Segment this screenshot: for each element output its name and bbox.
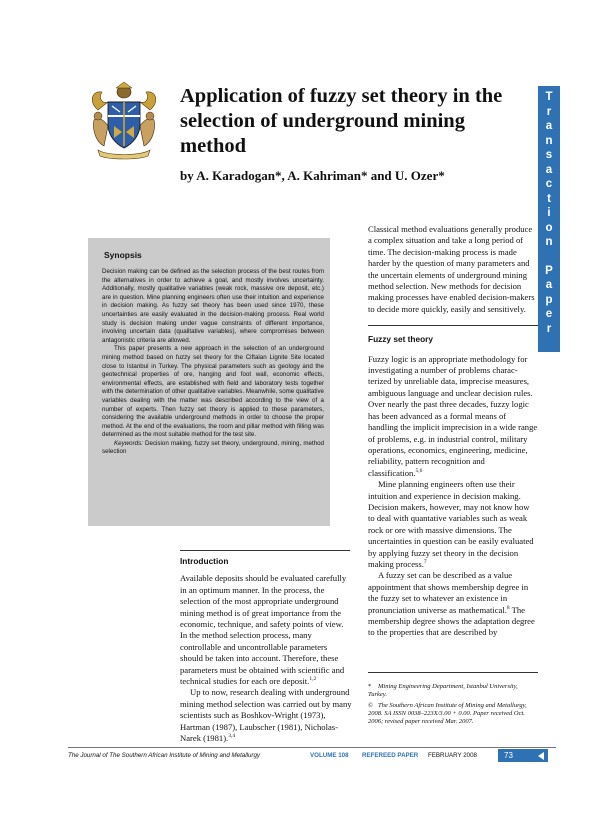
side-letter: o [545,221,553,234]
intro-paragraph: Up to now, research dealing with underground mining method selection was carried out by many scientists such as Boshkov-Wright (1973), Hartman (1987), Laubscher (1981), Nicholas-Narek (1981).$^{3,4}$ [180,687,352,744]
synopsis-paragraph: This paper presents a new approach in the selection of an underground mining method based on fuzzy set theory for the Ciftalan Lignite Site located close to Istanbul in Turkey. The physical parameters such as geology and the geotechnical properties of ore, hanging and foot wall, economic effects, environmental effects, are established with field and laboratory tests together with the determination of other qualitative variables. Meanwhile, some qualitative variables dealing with the matter was described according to the view of a number of experts. Then fuzzy set theory is applied to these parameters, considering the available underground methods in order to choose the proper method. At the end of the evaluations, the room and pillar method with filling was determined as the most suitable method for the test site. [102,345,324,439]
side-letter: T [545,91,553,103]
synopsis-body [102,268,324,457]
intro-paragraph: Available deposits should be evaluated carefully in an optimum manner. In the process, the selection of the most appropriate underground mining method is of great importance from the economic, technique, and safety points of view. In the method selection process, many controllable and uncontrollable parameters should be taken into account. Therefore, these parameters must be obtained with scientific and technical studies for each ore deposit.$^{1,2}$ [180,573,347,687]
side-letter: t [547,192,551,205]
introduction-column [180,556,352,745]
side-letter: e [545,308,553,320]
left-arrow-icon [538,752,544,760]
section-rule [368,325,538,326]
copyright-footnote: © The Southern African Institute of Mining and Metallurgy, 2008. SA ISSN 0038–223X/3.00 + 0.00. Paper received Oct. 2006; revised paper received Mar. 2007. [368,701,527,726]
citation: 5,6 [415,467,423,474]
side-letter: r [546,105,552,118]
footnotes [368,683,538,726]
footer-paper-type: REFEREED PAPER [362,752,419,759]
right-column [368,224,538,639]
side-letter: s [545,149,553,161]
footer-date: FEBRUARY 2008 [428,752,477,759]
side-letter: P [545,264,553,277]
section-rule [180,550,350,551]
footer-rule [68,747,556,748]
paper-title: Application of fuzzy set theory in the selection of underground mining method [180,85,503,157]
transaction-paper-label [538,90,560,336]
citation: 3,4 [228,733,236,740]
footnote-rule [368,672,538,673]
paper-authors: by A. Karadogan*, A. Kahriman* and U. Ozer* [180,168,445,183]
fuzzy-set-theory-heading: Fuzzy set theory [368,334,434,345]
introduction-heading: Introduction [180,556,229,566]
keywords-text: Decision making, fuzzy set theory, underground, mining, method selection [102,439,324,456]
body-paragraph: Fuzzy logic is an appropriate methodology for investigating a number of problems charac-terized by unreliable data, imprecise measures, ambiguous language and unclear decision rules. Over nearly the past three decades, fuzzy logic has been advanced as a formal means of handling the implicit imprecision in a wide range of problems, e.g. in industrial control, military operations, economics, engineering, medicine, reliability, pattern recognition and classification.$^{5,6}$ [368,353,538,478]
page-number: 73 [504,751,513,760]
body-paragraph: A fuzzy set can be described as a value appointment that shows membership degree in the fuzzy set to whatever an existence in pronunciation universe as mathematical.$^8$ The membership degree shows the adaptation degree to the properties that are described by [368,570,535,638]
side-letter: r [546,322,552,335]
body-paragraph: Mine planning engineers often use their intuition and experience in decision making. Decision makers, however, may not know how to deal with quantative variables such as weak rock or ore with massive dimensions. The uncertainties in question can be easily evaluated by applying fuzzy set theory in the decision making process.$^7$ [368,479,534,569]
footer-journal: The Journal of The Southern African Institute of Mining and Metallurgy [68,752,261,759]
citation: 1,2 [309,676,317,683]
footer-volume: VOLUME 108 [310,752,349,759]
citation: 8 [506,604,510,611]
side-letter: p [545,293,553,306]
synopsis-heading: Synopsis [104,250,142,260]
side-letter: c [545,178,553,190]
side-letter: a [545,279,553,291]
page-number-box [498,749,548,762]
side-letter: n [545,134,553,147]
body-paragraph: Classical method evaluations generally produce a complex situation and take a long period of time. The decision-making process is made harder by the question of many parameters and the uncertain elements of underground mining method selection. New methods for decision making processes have enabled decision-makers to decide more quickly, easily and sensitively. [368,224,535,314]
side-letter: n [545,236,553,248]
side-letter: a [545,120,553,132]
citation: 7 [423,559,427,566]
institute-crest-logo [88,80,160,160]
synopsis-paragraph: Decision making can be defined as the selection process of the best routes from the alternatives in order to achieve a goal, and mostly involves uncertainty. Additionally, mostly qualitative variables (weak rock, massive ore deposit, etc.) are in question. Mine planning engineers often use their intuition and experience in decision making. As fuzzy set theory has been used since 1970, these uncertainties are easily evaluated in the decision-making process. Real world study is decision making under vague constraints of different importance, involving uncertain data (qualitative variables), where compromises between antagonistic criteria are allowed. [102,268,324,344]
side-letter: a [545,163,553,176]
side-letter: i [547,207,551,219]
keywords-label: Keywords: [114,439,143,447]
synopsis-keywords [102,440,324,457]
affiliation-footnote: * Mining Engineering Department, Istanbul University, Turkey. [368,683,518,699]
